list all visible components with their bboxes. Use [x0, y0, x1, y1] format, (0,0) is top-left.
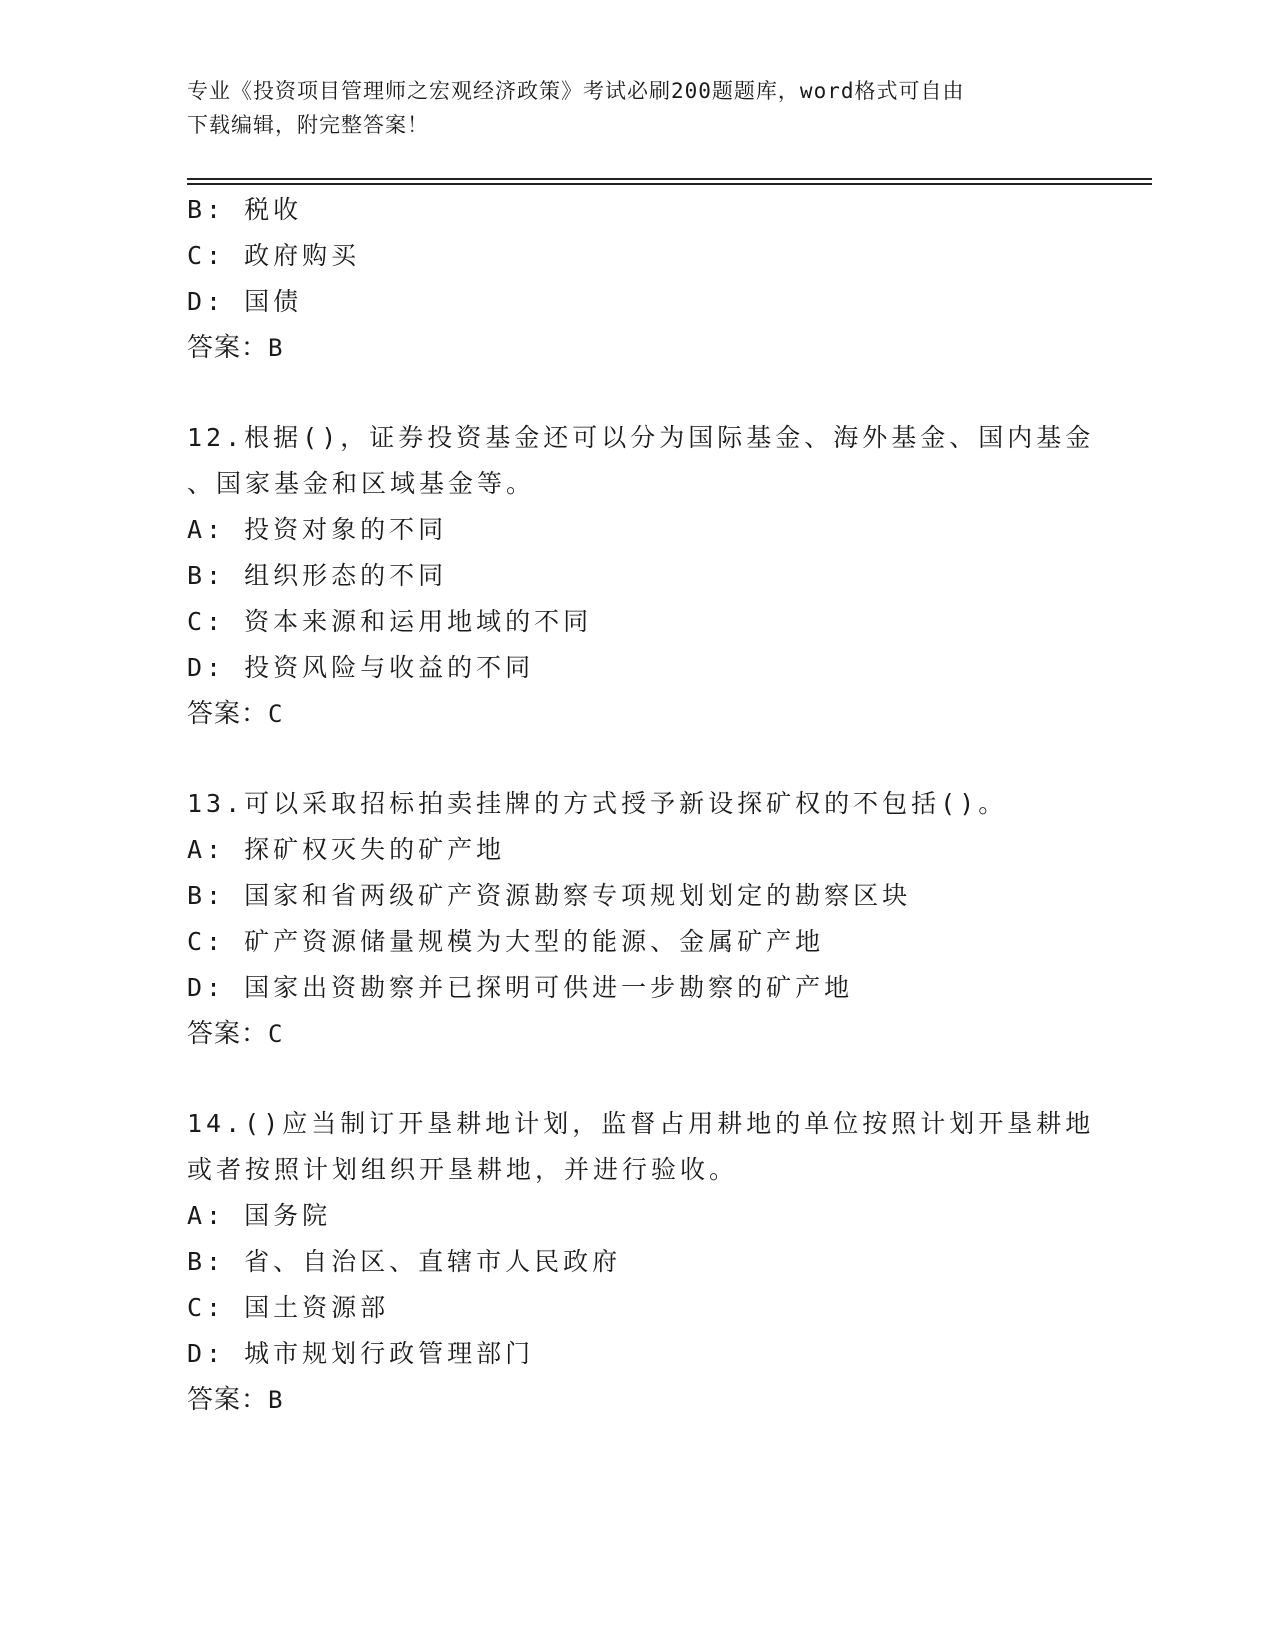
option-a: A: 探矿权灭失的矿产地: [187, 835, 506, 864]
option-c: C: 资本来源和运用地域的不同: [187, 607, 593, 636]
answer-line: [187, 691, 1087, 737]
question-stem-line-1: 14.()应当制订开垦耕地计划，监督占用耕地的单位按照计划开垦耕地: [187, 1109, 1095, 1138]
answer-value: C: [268, 1020, 284, 1048]
answer-label: 答案：: [187, 1385, 269, 1415]
answer-label: 答案：: [187, 333, 269, 363]
document-header: [187, 74, 1067, 142]
option-d: D: 国债: [187, 287, 303, 316]
option-c: C: 政府购买: [187, 241, 361, 270]
header-rule-top: [187, 178, 1152, 180]
option-b: B: 组织形态的不同: [187, 561, 448, 590]
option-a: A: 国务院: [187, 1201, 332, 1230]
question-continued: [187, 187, 1087, 371]
option-b: B: 税收: [187, 195, 303, 224]
option-c: C: 矿产资源储量规模为大型的能源、金属矿产地: [187, 927, 825, 956]
answer-line: [187, 1377, 1087, 1423]
question-stem-line-1: 13.可以采取招标拍卖挂牌的方式授予新设探矿权的不包括()。: [187, 789, 1008, 818]
option-c: C: 国土资源部: [187, 1293, 390, 1322]
option-a: A: 投资对象的不同: [187, 515, 448, 544]
question-12: [187, 415, 1095, 737]
answer-value: B: [268, 334, 284, 362]
question-13: [187, 781, 1087, 1057]
question-stem-line-2: 或者按照计划组织开垦耕地，并进行验收。: [187, 1155, 739, 1184]
question-list: [187, 187, 1095, 1423]
option-b: B: 省、自治区、直辖市人民政府: [187, 1247, 622, 1276]
question-stem-line-1: 12.根据()，证券投资基金还可以分为国际基金、海外基金、国内基金: [187, 423, 1095, 452]
header-line-2: 下载编辑，附完整答案！: [187, 113, 429, 137]
question-stem-line-2: 、国家基金和区域基金等。: [187, 469, 536, 498]
answer-line: [187, 1011, 1087, 1057]
option-d: D: 投资风险与收益的不同: [187, 653, 535, 682]
header-rule-bottom: [187, 183, 1152, 185]
answer-value: B: [268, 1386, 284, 1414]
option-b: B: 国家和省两级矿产资源勘察专项规划划定的勘察区块: [187, 881, 912, 910]
question-14: [187, 1101, 1095, 1423]
header-line-1: 专业《投资项目管理师之宏观经济政策》考试必刷200题题库，word格式可自由: [187, 79, 965, 103]
answer-value: C: [268, 700, 284, 728]
answer-label: 答案：: [187, 699, 269, 729]
answer-line: [187, 325, 1087, 371]
answer-label: 答案：: [187, 1019, 269, 1049]
option-d: D: 国家出资勘察并已探明可供进一步勘察的矿产地: [187, 973, 854, 1002]
option-d: D: 城市规划行政管理部门: [187, 1339, 535, 1368]
